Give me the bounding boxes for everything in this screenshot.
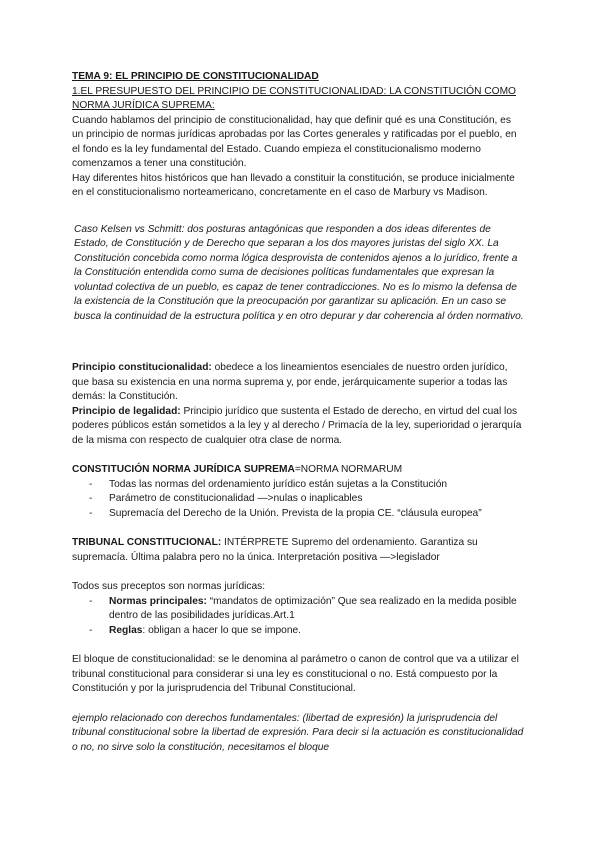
principio-legalidad <box>72 405 524 449</box>
reglas-text: : obligan a hacer lo que se impone. <box>142 624 301 636</box>
reglas-label: Reglas <box>109 624 143 636</box>
principio-legalidad-text: Principio jurídico que sustenta el Estado de derecho, en virtud del cual los poderes públicos están sometidos a la ley y al derecho / Primacía de la ley, superioridad o jerarquía de la misma con respecto de cualquier otra clase de norma. <box>72 405 522 446</box>
tribunal-text: INTÉRPRETE Supremo del ordenamiento. Garantiza su supremacía. Última palabra pero no la única. Interpretación positiva —>legislador <box>72 537 478 563</box>
case-paragraph: Caso Kelsen vs Schmitt: dos posturas antagónicas que responden a dos ideas diferentes de Estado, de Constitución y de Derecho que separan a los dos mayores juristas del siglo XX. La Constitución concebida como norma lógica desprovista de contenidos ajenos a lo jurídico, frente a la Constitución entendida como suma de decisiones políticas fundamentales que expresan la voluntad colectiva de un pueblo, es capaz de tener contradicciones. No es lo mismo la defensa de la existencia de la Constitución que la preocupación por garantizar su aplicación. En un caso se busca la continuidad de la estructura política y en otro depurar y dar coherencia al órden normativo. <box>74 223 524 322</box>
list-item: - Supremacía del Derecho de la Unión. Prevista de la propia CE. “cláusula europea” <box>72 507 524 522</box>
section-subtitle: 1.EL PRESUPUESTO DEL PRINCIPIO DE CONSTITUCIONALIDAD: LA CONSTITUCIÓN COMO NORMA JURÍDICA SUPREMA: <box>72 85 516 111</box>
tribunal-label: TRIBUNAL CONSTITUCIONAL: <box>72 537 222 548</box>
page-title: TEMA 9: EL PRINCIPIO DE CONSTITUCIONALIDAD <box>72 71 319 82</box>
normas-principales-text: “mandatos de optimización” Que sea realizado en la medida posible dentro de las posibilidades jurídicas.Art.1 <box>109 595 517 621</box>
bloque-paragraph: El bloque de constitucionalidad: se le denomina al parámetro o canon de control que va a utilizar el tribunal constitucional para considerar si una ley es constitucional o no. Está compuesto por la Constitución y por la jurisprudencia del Tribunal Constitucional. <box>72 654 519 694</box>
preceptos-list <box>72 595 524 639</box>
intro-paragraph-2: Hay diferentes hitos históricos que han llevado a constituir la constitución, se produce inicialmente en el constitucionalismo norteamericano, concretamente en el caso de Marbury vs Madison. <box>72 172 515 198</box>
principio-constitucionalidad-text: obedece a los lineamientos esenciales de nuestro orden jurídico, que basa su existencia en una norma suprema y, por ende, jerárquicamente superior a todas las demás: la Constitución. <box>72 362 508 402</box>
principio-constitucionalidad <box>72 361 524 405</box>
normas-principales-label: Normas principales: <box>109 595 207 607</box>
list-item: - Parámetro de constitucionalidad —>nulas o inaplicables <box>72 492 524 507</box>
suprema-list <box>72 478 524 522</box>
suprema-suffix: =NORMA NORMARUM <box>294 464 403 475</box>
preceptos-intro: Todos sus preceptos son normas jurídicas: <box>72 581 266 592</box>
list-item <box>72 624 524 639</box>
intro-paragraph-1: Cuando hablamos del principio de constitucionalidad, hay que definir qué es una Constitución, es un principio de normas jurídicas aprobadas por las Cortes generales y ratificadas por el pueblo, en el fondo es la ley fundamental del Estado. Cuando empieza el constitucionalismo moderno comenzamos a tener una constitución. <box>72 114 517 169</box>
list-item: - Todas las normas del ordenamiento jurídico están sujetas a la Constitución <box>72 478 524 493</box>
principio-constitucionalidad-label: Principio constitucionalidad: <box>72 362 212 373</box>
ejemplo-paragraph: ejemplo relacionado con derechos fundamentales: (libertad de expresión) la jurisprudencia del tribunal constitucional sobre la libertad de expresión. Para decir si la actuación es constitucionalidad o no, no sirve solo la constitución, necesitamos el bloque <box>72 712 524 753</box>
list-item <box>72 595 524 624</box>
tribunal-paragraph <box>72 536 524 565</box>
principio-legalidad-label: Principio de legalidad: <box>72 405 181 417</box>
suprema-label: CONSTITUCIÓN NORMA JURÍDICA SUPREMA <box>72 464 295 475</box>
document-page <box>72 70 524 755</box>
suprema-heading <box>72 463 524 478</box>
